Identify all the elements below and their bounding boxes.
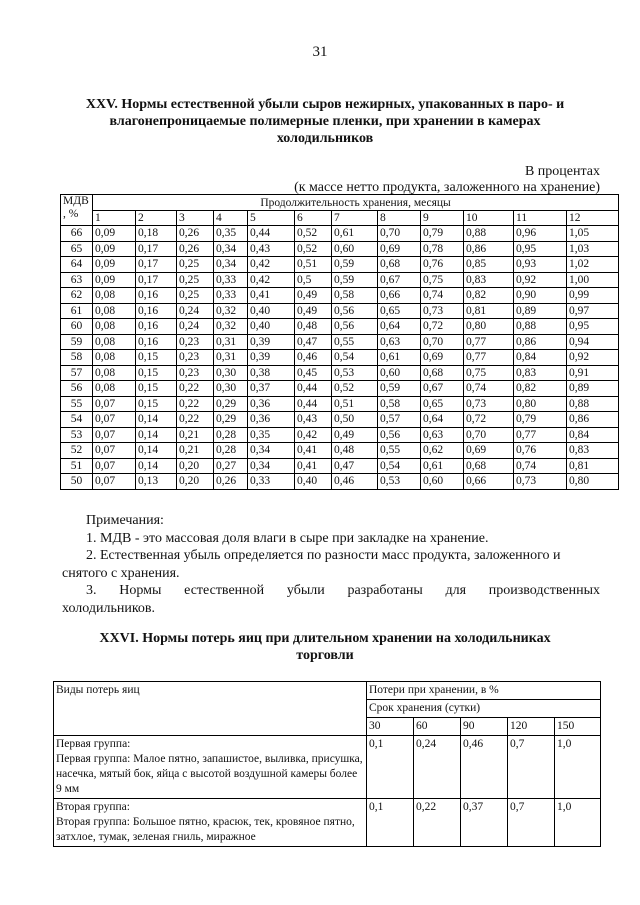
loss-value-cell: 0,40 [295, 474, 332, 490]
loss-value-cell: 0,07 [93, 458, 136, 474]
loss-value-cell: 0,86 [567, 412, 619, 428]
loss-value-cell: 0,32 [214, 319, 248, 335]
loss-value-cell: 0,21 [177, 427, 214, 443]
loss-value-cell: 0,08 [93, 288, 136, 304]
col-header-losses: Потери при хранении, в % [367, 682, 601, 700]
month-header: 3 [177, 211, 214, 226]
loss-value-cell: 0,68 [421, 365, 464, 381]
loss-value-cell: 0,55 [378, 443, 421, 459]
loss-value-cell: 0,44 [248, 226, 295, 242]
table-row [61, 381, 619, 397]
month-header: 1 [93, 211, 136, 226]
loss-value-cell: 1,0 [555, 799, 601, 847]
loss-value-cell: 0,27 [214, 458, 248, 474]
month-header: 12 [567, 211, 619, 226]
cheese-loss-table [60, 194, 619, 490]
loss-group-cell [54, 799, 367, 847]
table-row [61, 272, 619, 288]
loss-value-cell: 0,44 [295, 381, 332, 397]
days-header: 30 [367, 718, 414, 736]
mdv-cell: 61 [61, 303, 93, 319]
loss-value-cell: 0,65 [378, 303, 421, 319]
loss-value-cell: 0,25 [177, 257, 214, 273]
loss-value-cell: 0,72 [421, 319, 464, 335]
mdv-cell: 65 [61, 241, 93, 257]
note-1: 1. МДВ - это массовая доля влаги в сыре при закладке на хранение. [86, 530, 489, 546]
loss-value-cell: 0,69 [464, 443, 514, 459]
loss-value-cell: 0,16 [136, 288, 177, 304]
loss-value-cell: 0,93 [514, 257, 567, 273]
loss-value-cell: 0,29 [214, 396, 248, 412]
loss-value-cell: 0,89 [514, 303, 567, 319]
loss-value-cell: 1,05 [567, 226, 619, 242]
loss-value-cell: 0,64 [421, 412, 464, 428]
loss-value-cell: 0,7 [508, 736, 555, 799]
loss-value-cell: 0,42 [295, 427, 332, 443]
loss-value-cell: 0,31 [214, 334, 248, 350]
loss-value-cell: 0,37 [248, 381, 295, 397]
group-label: Вторая группа: [56, 801, 130, 813]
loss-value-cell: 0,42 [248, 257, 295, 273]
loss-value-cell: 0,08 [93, 334, 136, 350]
loss-value-cell: 0,65 [421, 396, 464, 412]
mdv-cell: 66 [61, 226, 93, 242]
loss-value-cell: 0,41 [295, 458, 332, 474]
table-row [61, 226, 619, 242]
loss-value-cell: 0,84 [567, 427, 619, 443]
mdv-cell: 50 [61, 474, 93, 490]
loss-value-cell: 0,83 [464, 272, 514, 288]
loss-value-cell: 0,25 [177, 288, 214, 304]
loss-value-cell: 0,74 [514, 458, 567, 474]
loss-value-cell: 0,47 [332, 458, 378, 474]
loss-value-cell: 0,83 [567, 443, 619, 459]
loss-value-cell: 0,14 [136, 458, 177, 474]
loss-value-cell: 0,78 [421, 241, 464, 257]
loss-value-cell: 0,16 [136, 303, 177, 319]
loss-value-cell: 0,25 [177, 272, 214, 288]
loss-value-cell: 0,48 [295, 319, 332, 335]
mdv-cell: 51 [61, 458, 93, 474]
loss-value-cell: 0,24 [414, 736, 461, 799]
table-row [61, 365, 619, 381]
loss-value-cell: 0,20 [177, 458, 214, 474]
days-header: 60 [414, 718, 461, 736]
loss-value-cell: 0,40 [248, 319, 295, 335]
loss-value-cell: 0,14 [136, 427, 177, 443]
table-row [61, 350, 619, 366]
loss-value-cell: 0,76 [421, 257, 464, 273]
loss-value-cell: 0,09 [93, 226, 136, 242]
note-3-line-2: холодильников. [62, 600, 156, 616]
loss-value-cell: 0,67 [421, 381, 464, 397]
loss-value-cell: 0,15 [136, 396, 177, 412]
loss-value-cell: 0,17 [136, 257, 177, 273]
loss-value-cell: 0,7 [508, 799, 555, 847]
loss-value-cell: 0,63 [421, 427, 464, 443]
month-header: 5 [248, 211, 295, 226]
loss-value-cell: 0,08 [93, 365, 136, 381]
loss-value-cell: 0,20 [177, 474, 214, 490]
loss-value-cell: 0,73 [421, 303, 464, 319]
loss-value-cell: 0,30 [214, 365, 248, 381]
loss-value-cell: 0,73 [464, 396, 514, 412]
loss-value-cell: 0,07 [93, 412, 136, 428]
table-row [61, 474, 619, 490]
loss-value-cell: 0,60 [378, 365, 421, 381]
loss-value-cell: 0,18 [136, 226, 177, 242]
loss-value-cell: 0,07 [93, 427, 136, 443]
loss-value-cell: 0,33 [214, 272, 248, 288]
loss-value-cell: 0,34 [248, 443, 295, 459]
loss-value-cell: 0,29 [214, 412, 248, 428]
loss-value-cell: 0,26 [177, 226, 214, 242]
loss-value-cell: 0,92 [567, 350, 619, 366]
loss-value-cell: 0,22 [177, 412, 214, 428]
page-number: 31 [312, 44, 328, 60]
table-row [61, 303, 619, 319]
loss-value-cell: 0,69 [378, 241, 421, 257]
loss-value-cell: 1,00 [567, 272, 619, 288]
loss-value-cell: 0,70 [421, 334, 464, 350]
loss-value-cell: 0,64 [378, 319, 421, 335]
loss-value-cell: 0,51 [332, 396, 378, 412]
loss-value-cell: 0,33 [214, 288, 248, 304]
loss-value-cell: 0,46 [295, 350, 332, 366]
loss-value-cell: 0,24 [177, 319, 214, 335]
loss-value-cell: 0,44 [295, 396, 332, 412]
loss-value-cell: 0,97 [567, 303, 619, 319]
loss-value-cell: 0,90 [514, 288, 567, 304]
loss-value-cell: 0,89 [567, 381, 619, 397]
loss-value-cell: 0,61 [332, 226, 378, 242]
loss-value-cell: 0,23 [177, 350, 214, 366]
loss-value-cell: 0,61 [421, 458, 464, 474]
table-row [61, 319, 619, 335]
loss-value-cell: 0,17 [136, 241, 177, 257]
loss-value-cell: 0,82 [464, 288, 514, 304]
loss-value-cell: 0,85 [464, 257, 514, 273]
section-xxvi-title [60, 630, 590, 664]
table-row [61, 443, 619, 459]
loss-value-cell: 0,74 [464, 381, 514, 397]
mdv-cell: 62 [61, 288, 93, 304]
mdv-cell: 64 [61, 257, 93, 273]
loss-value-cell: 0,56 [332, 319, 378, 335]
loss-value-cell: 0,91 [567, 365, 619, 381]
month-header: 6 [295, 211, 332, 226]
loss-value-cell: 0,07 [93, 474, 136, 490]
loss-value-cell: 0,36 [248, 396, 295, 412]
loss-value-cell: 0,74 [421, 288, 464, 304]
loss-value-cell: 0,09 [93, 272, 136, 288]
loss-value-cell: 0,26 [214, 474, 248, 490]
loss-value-cell: 0,39 [248, 350, 295, 366]
loss-value-cell: 0,81 [567, 458, 619, 474]
loss-value-cell: 0,34 [214, 241, 248, 257]
loss-value-cell: 0,53 [332, 365, 378, 381]
month-header: 7 [332, 211, 378, 226]
loss-value-cell: 0,75 [421, 272, 464, 288]
loss-value-cell: 0,83 [514, 365, 567, 381]
loss-value-cell: 0,1 [367, 799, 414, 847]
table-row [61, 241, 619, 257]
loss-value-cell: 0,76 [514, 443, 567, 459]
loss-value-cell: 0,23 [177, 334, 214, 350]
section-xxv-title: XXV. Нормы естественной убыли сыров нежирных, упакованных в паро- и влагонепроницаемые полимерные пленки, при хранении в камерах холодильников [85, 97, 565, 146]
month-header: 8 [378, 211, 421, 226]
loss-value-cell: 0,67 [378, 272, 421, 288]
loss-value-cell: 0,49 [332, 427, 378, 443]
loss-value-cell: 0,70 [464, 427, 514, 443]
loss-value-cell: 0,82 [514, 381, 567, 397]
loss-value-cell: 0,95 [567, 319, 619, 335]
loss-value-cell: 0,5 [295, 272, 332, 288]
loss-value-cell: 0,73 [514, 474, 567, 490]
loss-value-cell: 0,16 [136, 319, 177, 335]
loss-value-cell: 0,72 [464, 412, 514, 428]
loss-value-cell: 0,14 [136, 412, 177, 428]
group-label: Первая группа: [56, 738, 131, 750]
notes [62, 512, 600, 617]
loss-value-cell: 0,33 [248, 474, 295, 490]
loss-value-cell: 0,86 [464, 241, 514, 257]
loss-value-cell: 0,34 [248, 458, 295, 474]
table-row [61, 412, 619, 428]
loss-value-cell: 0,23 [177, 365, 214, 381]
table-row [61, 458, 619, 474]
loss-value-cell: 0,99 [567, 288, 619, 304]
table-row [61, 288, 619, 304]
loss-value-cell: 0,35 [248, 427, 295, 443]
loss-value-cell: 0,50 [332, 412, 378, 428]
loss-value-cell: 1,03 [567, 241, 619, 257]
loss-value-cell: 0,15 [136, 350, 177, 366]
loss-value-cell: 0,54 [332, 350, 378, 366]
note-2: 2. Естественная убыль определяется по разности масс продукта, заложенного и снятого с хранения. [62, 548, 561, 581]
loss-value-cell: 0,69 [421, 350, 464, 366]
loss-value-cell: 0,09 [93, 257, 136, 273]
col-header-mdv: МДВ , % [61, 195, 93, 226]
loss-value-cell: 0,08 [93, 381, 136, 397]
loss-value-cell: 0,08 [93, 350, 136, 366]
loss-value-cell: 0,07 [93, 396, 136, 412]
loss-value-cell: 0,43 [295, 412, 332, 428]
loss-value-cell: 0,22 [414, 799, 461, 847]
loss-value-cell: 0,24 [177, 303, 214, 319]
loss-value-cell: 0,52 [332, 381, 378, 397]
mdv-cell: 59 [61, 334, 93, 350]
mdv-cell: 52 [61, 443, 93, 459]
loss-value-cell: 0,28 [214, 427, 248, 443]
loss-value-cell: 0,79 [421, 226, 464, 242]
loss-value-cell: 0,21 [177, 443, 214, 459]
table-row [61, 396, 619, 412]
days-header: 90 [461, 718, 508, 736]
mdv-cell: 60 [61, 319, 93, 335]
loss-value-cell: 0,80 [464, 319, 514, 335]
loss-value-cell: 0,53 [378, 474, 421, 490]
loss-value-cell: 0,77 [514, 427, 567, 443]
loss-value-cell: 0,48 [332, 443, 378, 459]
loss-value-cell: 0,22 [177, 381, 214, 397]
loss-value-cell: 0,46 [461, 736, 508, 799]
loss-value-cell: 0,92 [514, 272, 567, 288]
loss-value-cell: 1,02 [567, 257, 619, 273]
loss-value-cell: 0,28 [214, 443, 248, 459]
days-header: 150 [555, 718, 601, 736]
mdv-cell: 56 [61, 381, 93, 397]
loss-value-cell: 0,36 [248, 412, 295, 428]
loss-value-cell: 0,1 [367, 736, 414, 799]
loss-value-cell: 0,58 [332, 288, 378, 304]
loss-value-cell: 0,31 [214, 350, 248, 366]
loss-value-cell: 0,88 [464, 226, 514, 242]
month-header: 2 [136, 211, 177, 226]
units-line-2: (к массе нетто продукта, заложенного на хранение) [294, 180, 600, 195]
loss-value-cell: 0,15 [136, 365, 177, 381]
month-header: 9 [421, 211, 464, 226]
loss-value-cell: 0,77 [464, 350, 514, 366]
loss-value-cell: 0,63 [378, 334, 421, 350]
loss-value-cell: 0,17 [136, 272, 177, 288]
loss-value-cell: 0,52 [295, 241, 332, 257]
note-3-line-1: 3. Нормы естественной убыли разработаны для производственных [86, 583, 600, 598]
days-header: 120 [508, 718, 555, 736]
mdv-cell: 58 [61, 350, 93, 366]
loss-value-cell: 0,81 [464, 303, 514, 319]
group-description: Вторая группа: Большое пятно, красюк, тек, кровяное пятно, затхлое, тумак, зеленая гниль, миражное [56, 816, 355, 843]
loss-value-cell: 0,62 [421, 443, 464, 459]
loss-value-cell: 0,49 [295, 303, 332, 319]
loss-value-cell: 0,37 [461, 799, 508, 847]
loss-value-cell: 0,08 [93, 303, 136, 319]
section-xxvi-title-line-2: торговли [296, 648, 354, 663]
loss-value-cell: 0,60 [332, 241, 378, 257]
loss-value-cell: 0,41 [248, 288, 295, 304]
units-note [294, 164, 600, 196]
mdv-cell: 63 [61, 272, 93, 288]
loss-value-cell: 0,56 [378, 427, 421, 443]
loss-value-cell: 0,96 [514, 226, 567, 242]
loss-value-cell: 0,60 [421, 474, 464, 490]
loss-value-cell: 0,40 [248, 303, 295, 319]
loss-value-cell: 0,88 [514, 319, 567, 335]
loss-value-cell: 0,08 [93, 319, 136, 335]
loss-value-cell: 0,59 [332, 272, 378, 288]
loss-value-cell: 0,43 [248, 241, 295, 257]
loss-value-cell: 0,70 [378, 226, 421, 242]
loss-value-cell: 0,39 [248, 334, 295, 350]
mdv-cell: 54 [61, 412, 93, 428]
egg-loss-table [53, 681, 601, 847]
month-header-row [61, 211, 619, 226]
loss-value-cell: 0,16 [136, 334, 177, 350]
section-xxvi-title-line-1: XXVI. Нормы потерь яиц при длительном хранении на холодильниках [99, 631, 551, 646]
table-row [54, 736, 601, 799]
col-header-loss-types: Виды потерь яиц [54, 682, 367, 736]
col-header-duration: Продолжительность хранения, месяцы [93, 195, 619, 211]
loss-value-cell: 0,51 [295, 257, 332, 273]
col-header-term: Срок хранения (сутки) [367, 700, 601, 718]
loss-value-cell: 1,0 [555, 736, 601, 799]
loss-value-cell: 0,66 [378, 288, 421, 304]
loss-value-cell: 0,14 [136, 443, 177, 459]
loss-value-cell: 0,75 [464, 365, 514, 381]
loss-value-cell: 0,84 [514, 350, 567, 366]
loss-value-cell: 0,38 [248, 365, 295, 381]
loss-value-cell: 0,30 [214, 381, 248, 397]
loss-value-cell: 0,57 [378, 412, 421, 428]
month-header: 10 [464, 211, 514, 226]
mdv-cell: 55 [61, 396, 93, 412]
loss-value-cell: 0,80 [514, 396, 567, 412]
loss-value-cell: 0,54 [378, 458, 421, 474]
loss-value-cell: 0,61 [378, 350, 421, 366]
loss-value-cell: 0,32 [214, 303, 248, 319]
loss-value-cell: 0,15 [136, 381, 177, 397]
loss-value-cell: 0,77 [464, 334, 514, 350]
loss-value-cell: 0,66 [464, 474, 514, 490]
loss-value-cell: 0,94 [567, 334, 619, 350]
month-header: 11 [514, 211, 567, 226]
loss-value-cell: 0,56 [332, 303, 378, 319]
loss-value-cell: 0,41 [295, 443, 332, 459]
loss-value-cell: 0,13 [136, 474, 177, 490]
loss-value-cell: 0,45 [295, 365, 332, 381]
loss-value-cell: 0,34 [214, 257, 248, 273]
loss-value-cell: 0,47 [295, 334, 332, 350]
loss-value-cell: 0,59 [332, 257, 378, 273]
mdv-cell: 53 [61, 427, 93, 443]
table-row [61, 334, 619, 350]
loss-value-cell: 0,59 [378, 381, 421, 397]
loss-value-cell: 0,22 [177, 396, 214, 412]
loss-value-cell: 0,35 [214, 226, 248, 242]
table-row [61, 257, 619, 273]
loss-value-cell: 0,68 [464, 458, 514, 474]
loss-value-cell: 0,80 [567, 474, 619, 490]
units-line-1: В процентах [524, 164, 600, 179]
loss-value-cell: 0,49 [295, 288, 332, 304]
loss-value-cell: 0,88 [567, 396, 619, 412]
mdv-cell: 57 [61, 365, 93, 381]
table-row [61, 427, 619, 443]
loss-value-cell: 0,68 [378, 257, 421, 273]
loss-group-cell [54, 736, 367, 799]
loss-value-cell: 0,79 [514, 412, 567, 428]
loss-value-cell: 0,09 [93, 241, 136, 257]
month-header: 4 [214, 211, 248, 226]
loss-value-cell: 0,86 [514, 334, 567, 350]
loss-value-cell: 0,26 [177, 241, 214, 257]
loss-value-cell: 0,55 [332, 334, 378, 350]
loss-value-cell: 0,58 [378, 396, 421, 412]
loss-value-cell: 0,07 [93, 443, 136, 459]
notes-heading: Примечания: [86, 513, 164, 528]
table-row [54, 799, 601, 847]
loss-value-cell: 0,42 [248, 272, 295, 288]
loss-value-cell: 0,46 [332, 474, 378, 490]
loss-value-cell: 0,95 [514, 241, 567, 257]
group-description: Первая группа: Малое пятно, запашистое, выливка, присушка, насечка, мятый бок, яйца с высотой воздушной камеры более 9 мм [56, 753, 363, 795]
loss-value-cell: 0,52 [295, 226, 332, 242]
